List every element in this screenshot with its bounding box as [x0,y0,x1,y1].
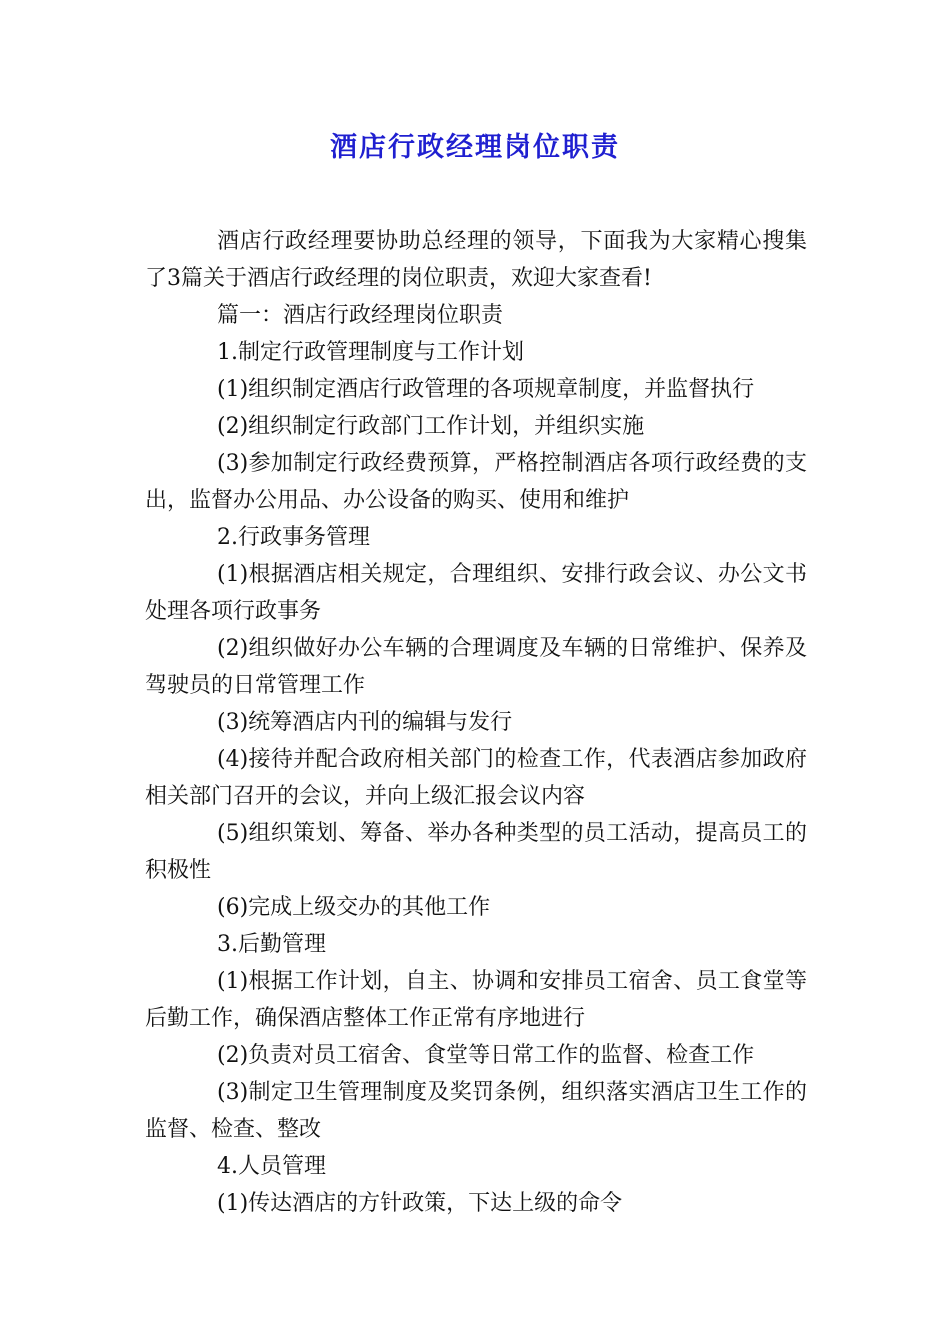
section-heading-3: 3.后勤管理 [217,932,326,957]
document-title: 酒店行政经理岗位职责 [330,132,620,163]
section-heading-4: 4.人员管理 [217,1154,326,1179]
list-item: (5)组织策划、筹备、举办各种类型的员工活动，提高员工的积极性 [145,821,807,883]
list-item: (1)根据酒店相关规定，合理组织、安排行政会议、办公文书处理各项行政事务 [145,562,807,624]
section-heading-1: 1.制定行政管理制度与工作计划 [217,340,524,365]
list-item: (4)接待并配合政府相关部门的检查工作，代表酒店参加政府相关部门召开的会议，并向上级汇报会议内容 [145,747,807,809]
paragraph-intro: 酒店行政经理要协助总经理的领导，下面我为大家精心搜集了3篇关于酒店行政经理的岗位职责，欢迎大家查看! [145,229,807,291]
list-item: (3)制定卫生管理制度及奖罚条例，组织落实酒店卫生工作的监督、检查、整改 [145,1080,807,1142]
list-item: (6)完成上级交办的其他工作 [217,895,491,920]
list-item: (1)组织制定酒店行政管理的各项规章制度，并监督执行 [217,377,755,402]
list-item: (2)组织制定行政部门工作计划，并组织实施 [217,414,645,439]
section-heading-2: 2.行政事务管理 [217,525,370,550]
list-item: (3)统筹酒店内刊的编辑与发行 [217,710,513,735]
paragraph-part-one-heading: 篇一：酒店行政经理岗位职责 [217,303,504,328]
list-item: (3)参加制定行政经费预算，严格控制酒店各项行政经费的支出，监督办公用品、办公设备的购买、使用和维护 [145,451,807,513]
list-item: (2)负责对员工宿舍、食堂等日常工作的监督、检查工作 [217,1043,755,1068]
document-body [145,223,807,1222]
list-item: (2)组织做好办公车辆的合理调度及车辆的日常维护、保养及驾驶员的日常管理工作 [145,636,807,698]
list-item: (1)传达酒店的方针政策，下达上级的命令 [217,1191,623,1216]
list-item: (1)根据工作计划，自主、协调和安排员工宿舍、员工食堂等后勤工作，确保酒店整体工作正常有序地进行 [145,969,807,1031]
